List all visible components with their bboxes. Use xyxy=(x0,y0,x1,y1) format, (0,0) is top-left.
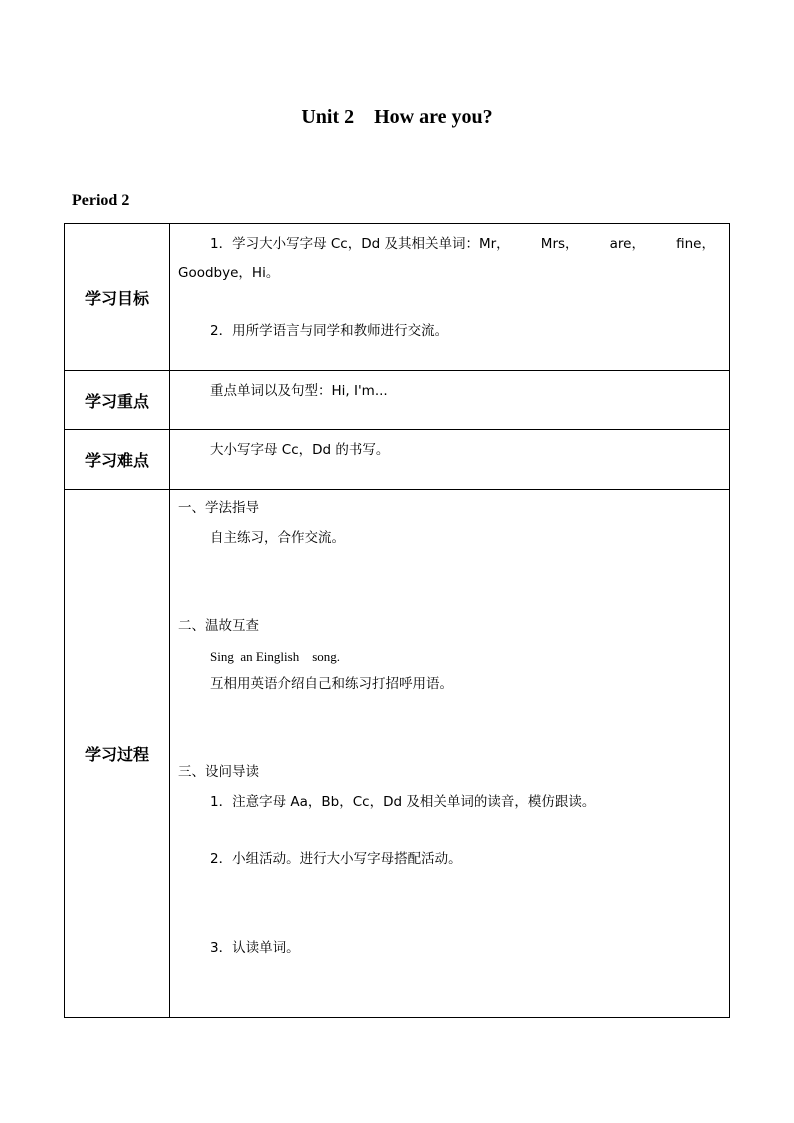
section-2-song: Sing an Einglish song. xyxy=(210,649,341,664)
document-title: Unit 2 How are you? xyxy=(301,106,493,128)
key-points-text: 重点单词以及句型：Hi, I'm... xyxy=(210,383,388,399)
difficulties-text: 大小写字母 Cc，Dd 的书写。 xyxy=(210,442,390,458)
goals-line-2: Goodbye，Hi。 xyxy=(178,265,280,281)
difficulties-content xyxy=(170,430,730,490)
process-label: 学习过程 xyxy=(65,490,170,1018)
table-row-goals xyxy=(65,224,730,371)
goals-line-1-part-3: are， xyxy=(609,236,645,252)
section-2-heading: 二、温故互查 xyxy=(178,618,259,634)
section-3-heading: 三、设问导读 xyxy=(178,764,259,780)
key-points-label: 学习重点 xyxy=(65,371,170,430)
difficulties-label: 学习难点 xyxy=(65,430,170,490)
section-1-heading: 一、学法指导 xyxy=(178,500,259,516)
section-3-item-3: 3．认读单词。 xyxy=(210,940,300,956)
key-points-content xyxy=(170,371,730,430)
lesson-plan-table xyxy=(64,223,730,1018)
goals-line-1-part-1: 1．学习大小写字母 Cc，Dd 及其相关单词：Mr， xyxy=(210,236,510,252)
process-content xyxy=(170,490,730,1018)
period-heading: Period 2 xyxy=(72,192,130,209)
goals-content xyxy=(170,224,730,371)
table-row-key-points xyxy=(65,371,730,430)
goals-line-1 xyxy=(210,234,715,254)
goals-line-3: 2．用所学语言与同学和教师进行交流。 xyxy=(210,323,449,339)
table-row-process xyxy=(65,490,730,1018)
goals-line-1-part-4: fine， xyxy=(676,236,715,252)
section-3-item-1: 1．注意字母 Aa，Bb，Cc，Dd 及相关单词的读音，模仿跟读。 xyxy=(210,794,596,810)
goals-line-1-part-2: Mrs， xyxy=(540,236,579,252)
section-3-item-2: 2．小组活动。进行大小写字母搭配活动。 xyxy=(210,851,462,867)
table-row-difficulties xyxy=(65,430,730,490)
goals-label: 学习目标 xyxy=(65,224,170,371)
section-1-text: 自主练习，合作交流。 xyxy=(210,530,345,546)
section-2-text: 互相用英语介绍自己和练习打招呼用语。 xyxy=(210,676,453,692)
